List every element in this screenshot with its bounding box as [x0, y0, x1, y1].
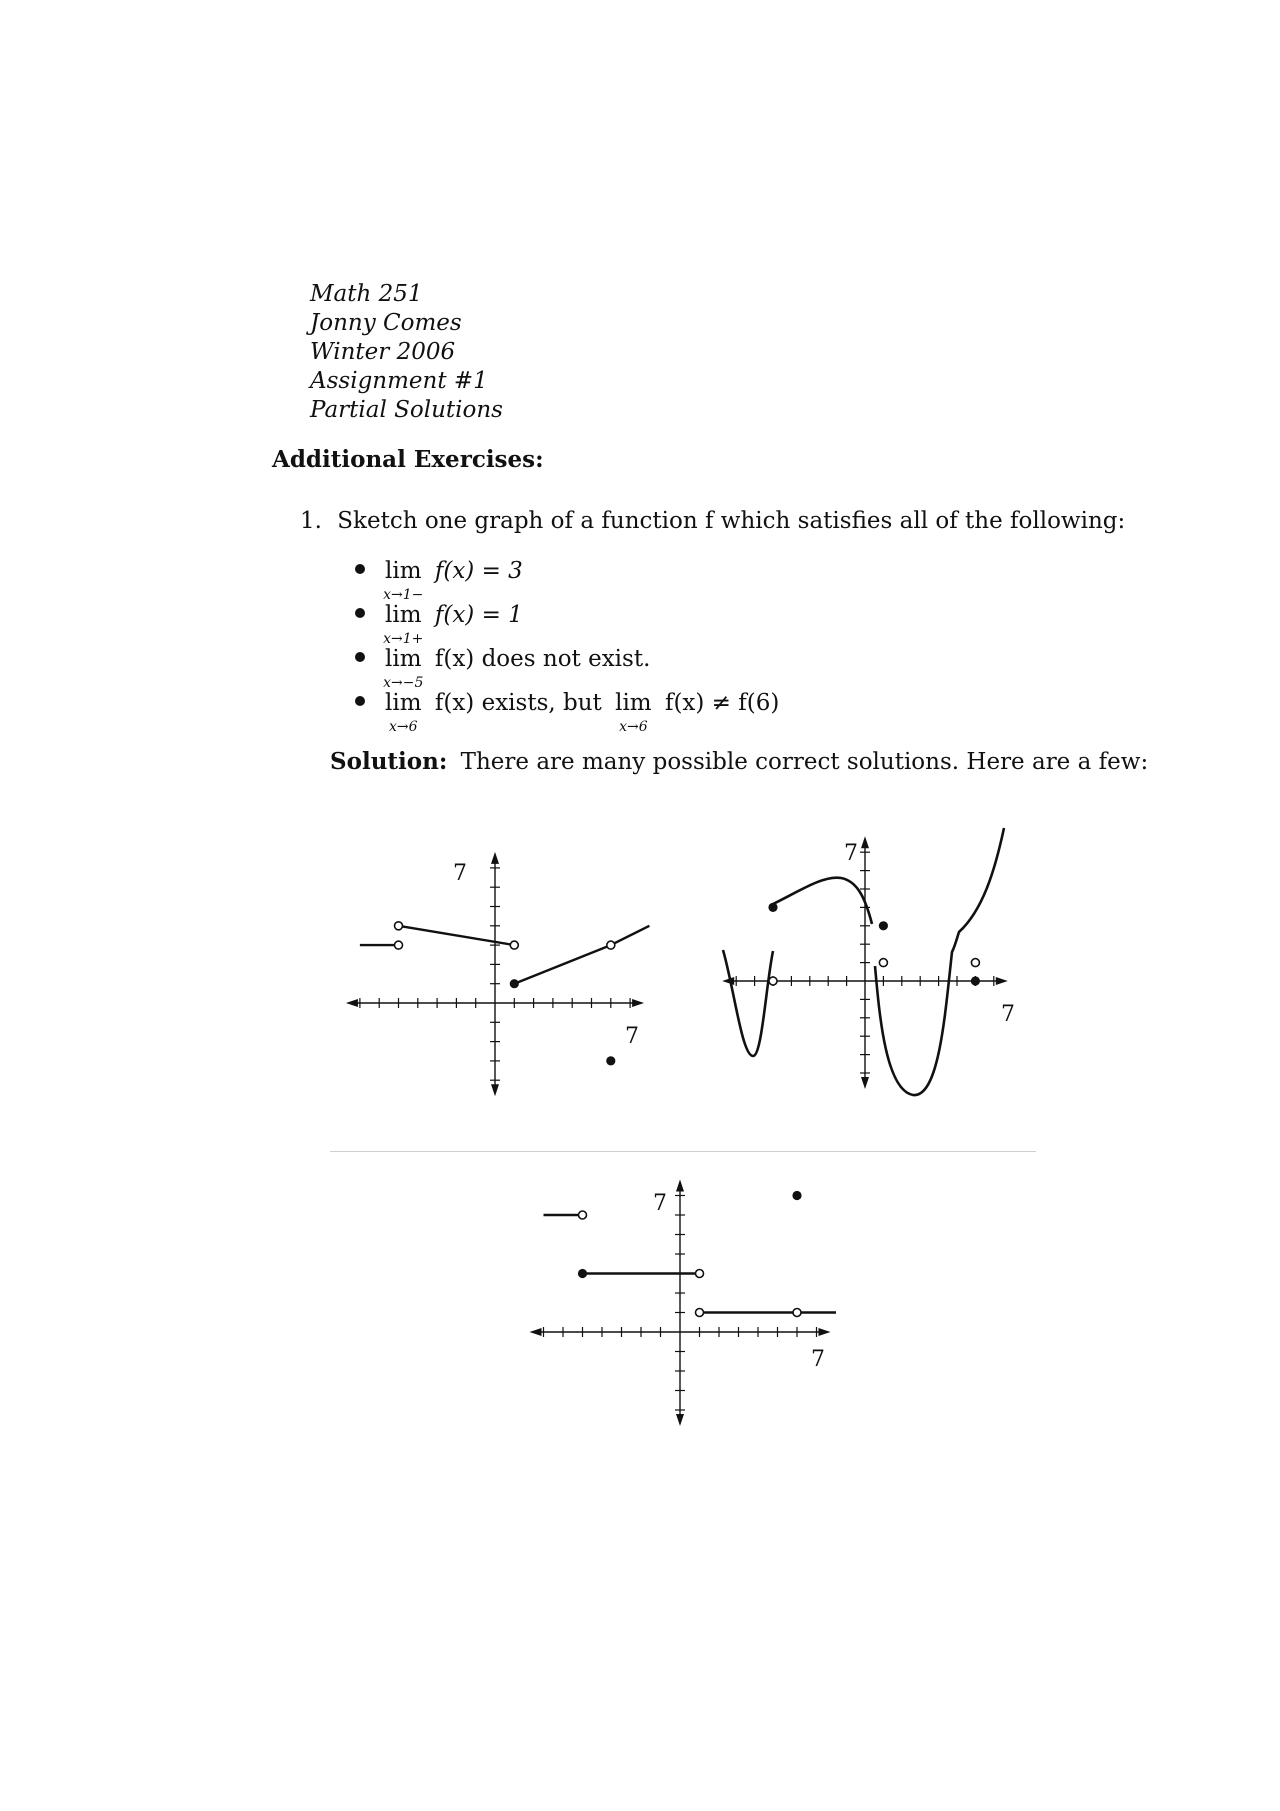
solution-line [330, 748, 1148, 775]
open-point [607, 941, 615, 949]
lim-subscript: x→−5 [383, 675, 424, 691]
lim-subscript: x→1− [383, 587, 424, 603]
y-axis-arrow-up [676, 1180, 684, 1192]
problem-statement [300, 508, 1125, 534]
closed-point [768, 903, 777, 912]
graph-3 [520, 1170, 860, 1440]
lim-operator: lim [385, 646, 422, 672]
lim-subscript: x→6 [388, 719, 418, 735]
open-point [395, 922, 403, 930]
assignment-title: Assignment #1 [310, 368, 488, 394]
author-name: Jonny Comes [310, 310, 462, 336]
open-point [696, 1270, 704, 1278]
y-axis-arrow-down [491, 1084, 499, 1096]
lim-operator: lim [385, 690, 422, 716]
closed-point [510, 979, 519, 988]
condition-expression: f(x) = 1 [434, 602, 523, 628]
graph-segment [611, 926, 650, 945]
x-axis-arrow-right [819, 1328, 831, 1336]
document-subtitle: Partial Solutions [310, 397, 503, 423]
document-header [310, 280, 503, 425]
graph-segment [514, 945, 611, 984]
open-point [579, 1211, 587, 1219]
divider [330, 1151, 1036, 1152]
y-axis-arrow-up [861, 836, 869, 848]
y-tick-label-7: 7 [653, 1191, 667, 1216]
bullet-icon [355, 608, 365, 618]
lim-operator: lim [385, 602, 422, 628]
graph-2 [708, 810, 1048, 1110]
x-axis-arrow-left [530, 1328, 542, 1336]
bullet-icon [355, 696, 365, 706]
closed-point [879, 921, 888, 930]
lim-operator: lim [385, 558, 422, 584]
x-tick-label-7: 7 [625, 1024, 639, 1049]
open-point [971, 959, 979, 967]
lim-subscript: x→1+ [383, 631, 424, 647]
open-point [696, 1309, 704, 1317]
closed-point [606, 1056, 615, 1065]
lim-subscript: x→6 [619, 719, 648, 735]
y-tick-label-7: 7 [453, 861, 467, 886]
y-axis-arrow-up [491, 852, 499, 864]
term: Winter 2006 [310, 339, 456, 365]
y-tick-label-7: 7 [844, 841, 858, 866]
condition-middle: f(x) exists, but [434, 690, 602, 716]
bullet-icon [355, 652, 365, 662]
solution-text: There are many possible correct solutions. Here are a few: [460, 749, 1149, 775]
curve-right-segment [875, 828, 1004, 1095]
closed-point [578, 1269, 587, 1278]
graph-1 [330, 830, 670, 1120]
problem-number: 1. [300, 508, 322, 534]
graph-segment [399, 926, 515, 945]
y-axis-arrow-down [861, 1077, 869, 1089]
closed-point [792, 1191, 801, 1200]
problem-text: Sketch one graph of a function f which satisfies all of the following: [337, 508, 1126, 534]
condition-expression: f(x) ≠ f(6) [664, 690, 780, 716]
x-axis-arrow-right [632, 999, 644, 1007]
open-point [793, 1309, 801, 1317]
open-point [395, 941, 403, 949]
curve-left-segment [723, 950, 773, 1056]
x-tick-label-7: 7 [1001, 1002, 1015, 1027]
open-point [769, 977, 777, 985]
curve-top-arc [773, 878, 872, 924]
bullet-icon [355, 564, 365, 574]
y-axis-arrow-down [676, 1414, 684, 1426]
course-title: Math 251 [310, 281, 423, 307]
solution-label: Solution: [330, 748, 448, 775]
x-axis-arrow-right [996, 977, 1008, 985]
section-title: Additional Exercises: [272, 446, 544, 473]
lim-operator: lim [615, 690, 652, 716]
open-point [879, 959, 887, 967]
x-axis-arrow-left [346, 999, 358, 1007]
closed-point [971, 976, 980, 985]
open-point [510, 941, 518, 949]
x-tick-label-7: 7 [811, 1347, 825, 1372]
condition-expression: f(x) does not exist. [434, 646, 651, 672]
x-axis-arrow-left [722, 977, 734, 985]
condition-expression: f(x) = 3 [434, 558, 523, 584]
